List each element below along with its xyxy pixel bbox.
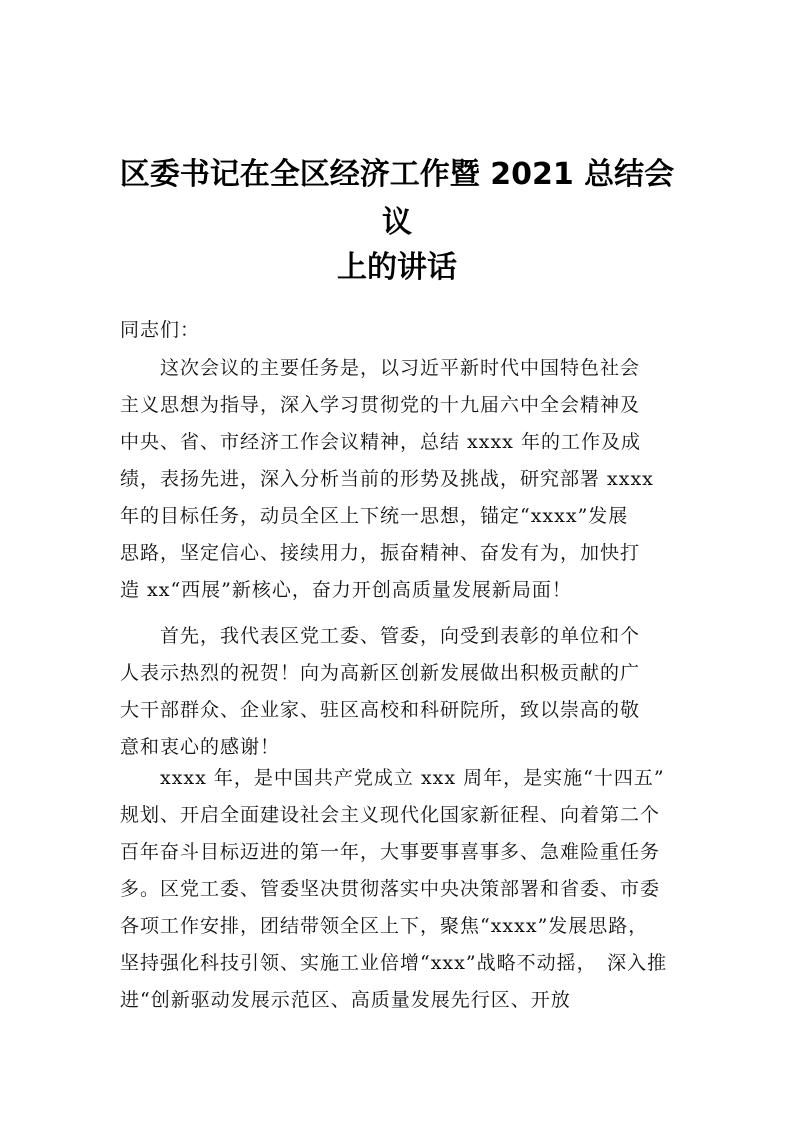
paragraph-line: 中央、省、市经济工作会议精神，总结 xxxx 年的工作及成	[120, 431, 641, 453]
paragraph-3	[120, 760, 680, 1019]
paragraph-line: 坚持强化科技引领、实施工业倍增“xxx”战略不动摇， 深入推	[120, 952, 668, 974]
greeting: 同志们：	[120, 319, 201, 341]
paragraph-line: xxxx 年，是中国共产党成立 xxx 周年，是实施“十四五”	[160, 767, 665, 789]
paragraph-line: 造 xx“西展”新核心，奋力开创高质量发展新局面！	[120, 579, 572, 601]
paragraph-1	[120, 350, 680, 609]
paragraph-line: 年的目标任务，动员全区上下统一思想，锚定“xxxx”发展	[120, 505, 629, 527]
paragraph-line: 进“创新驱动发展示范区、高质量发展先行区、开放	[120, 989, 571, 1011]
paragraph-2	[120, 618, 680, 766]
paragraph-line: 规划、开启全面建设社会主义现代化国家新征程、向着第二个	[120, 804, 661, 826]
document-title-line-1: 区委书记在全区经济工作暨 2021 总结会	[119, 157, 675, 192]
document-title-line-3: 上的讲话	[337, 250, 457, 285]
paragraph-line: 百年奋斗目标迈进的第一年，大事要事喜事多、急难险重任务	[120, 841, 661, 863]
paragraph-line: 大干部群众、企业家、驻区高校和科研院所，致以崇高的敬	[120, 699, 641, 721]
paragraph-line: 主义思想为指导，深入学习贯彻党的十九届六中全会精神及	[120, 394, 641, 416]
paragraph-line: 各项工作安排，团结带领全区上下，聚焦“xxxx”发展思路，	[120, 915, 649, 937]
paragraph-line: 意和衷心的感谢！	[120, 736, 281, 758]
paragraph-line: 绩，表扬先进，深入分析当前的形势及挑战，研究部署 xxxx	[120, 468, 654, 490]
paragraph-line: 首先，我代表区党工委、管委，向受到表彰的单位和个	[160, 625, 641, 647]
paragraph-line: 这次会议的主要任务是，以习近平新时代中国特色社会	[160, 357, 641, 379]
paragraph-line: 多。区党工委、管委坚决贯彻落实中央决策部署和省委、市委	[120, 878, 661, 900]
document-title-line-2: 议	[382, 205, 412, 240]
paragraph-line: 思路，坚定信心、接续用力，振奋精神、奋发有为，加快打	[120, 542, 641, 564]
paragraph-line: 人表示热烈的祝贺！向为高新区创新发展做出积极贡献的广	[120, 662, 641, 684]
